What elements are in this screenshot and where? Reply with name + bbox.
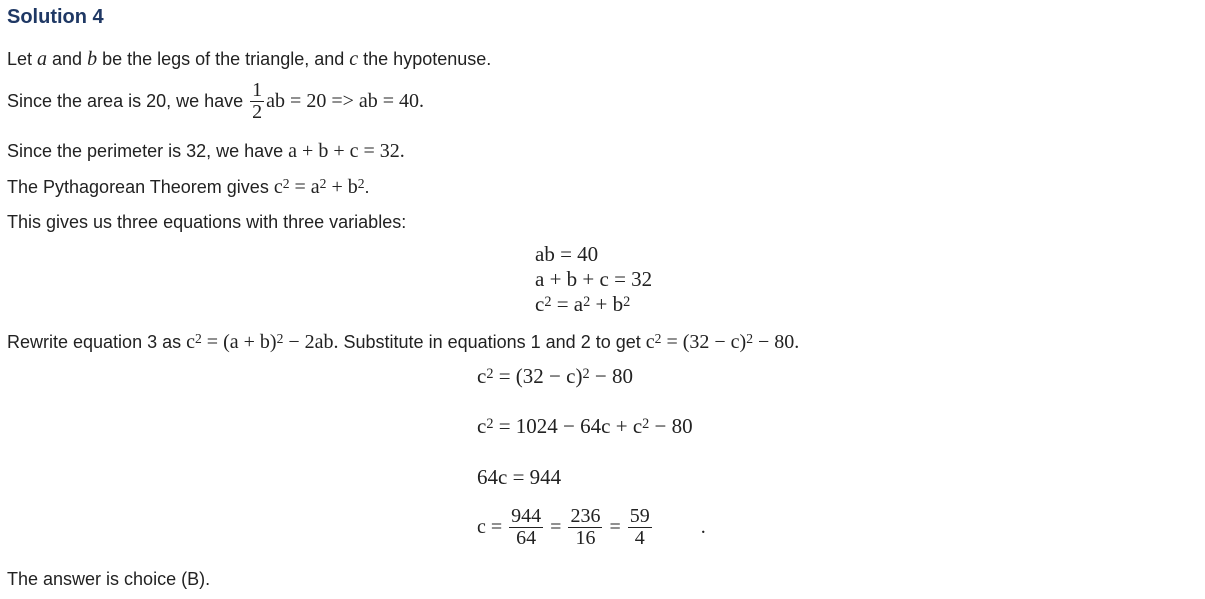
solution-title: Solution 4	[7, 6, 104, 28]
pythagorean-line	[7, 176, 370, 199]
intro-text-1: Let	[7, 49, 38, 69]
intro-text-4: the hypotenuse.	[358, 49, 492, 69]
rewrite-text-1: Rewrite equation 3 as	[7, 332, 187, 352]
fraction-59-4: $\frac{59}{4}$	[629, 505, 650, 549]
period: .	[364, 177, 370, 197]
step-4	[477, 506, 706, 549]
rewrite-eq-2: $c^2 = (32 - c)^2 - 80$.	[645, 331, 800, 353]
intro-line	[7, 48, 491, 71]
system-intro-line	[7, 212, 406, 233]
one-half-fraction	[250, 80, 264, 123]
fraction-denominator: 2	[252, 101, 263, 123]
pythagorean-text: The Pythagorean Theorem gives	[7, 177, 274, 197]
system-intro-text: This gives us three equations with three variables:	[7, 212, 407, 232]
equals-sign-2: =	[609, 516, 621, 538]
fraction-numerator: 1	[252, 79, 263, 101]
var-a: a	[37, 48, 48, 70]
pythagorean-equation: $c^2 = a^2 + b^2$	[273, 176, 365, 198]
equals-sign-1: =	[550, 516, 562, 538]
intro-text-3: be the legs of the triangle, and	[97, 49, 350, 69]
rewrite-eq-1: $c^2 = (a + b)^2 - 2ab$.	[186, 331, 339, 353]
c-equals: c =	[477, 516, 503, 538]
var-b: b	[87, 48, 98, 70]
system-eq-2: a + b + c = 32	[535, 267, 653, 291]
step-1: $c^2 = (32 - c)^2 - 80$	[477, 364, 633, 388]
rewrite-line	[7, 331, 799, 354]
step-2: $c^2 = 1024 - 64c + c^2 - 80$	[477, 414, 693, 438]
perimeter-text: Since the perimeter is 32, we have	[7, 141, 289, 161]
fraction-236-16: $\frac{236}{16}$	[570, 505, 601, 549]
intro-text-2: and	[47, 49, 88, 69]
step-3: 64c = 944	[477, 465, 562, 489]
equation-system	[535, 242, 652, 317]
perimeter-line	[7, 140, 405, 163]
rewrite-text-2: Substitute in equations 1 and 2 to get	[338, 332, 646, 352]
area-line	[7, 80, 424, 123]
answer-line	[7, 569, 210, 590]
perimeter-equation: a + b + c = 32.	[288, 140, 405, 162]
fraction-944-64: $\frac{944}{64}$	[511, 505, 542, 549]
var-c: c	[349, 48, 359, 70]
area-text: Since the area is 20, we have	[7, 91, 249, 111]
area-equation: ab = 20 => ab = 40.	[266, 90, 425, 112]
trailing-period: .	[700, 516, 706, 538]
system-eq-3: $c^2 = a^2 + b^2$	[535, 292, 631, 316]
system-eq-1: ab = 40	[535, 242, 599, 266]
answer-text: The answer is choice (B).	[7, 569, 211, 589]
